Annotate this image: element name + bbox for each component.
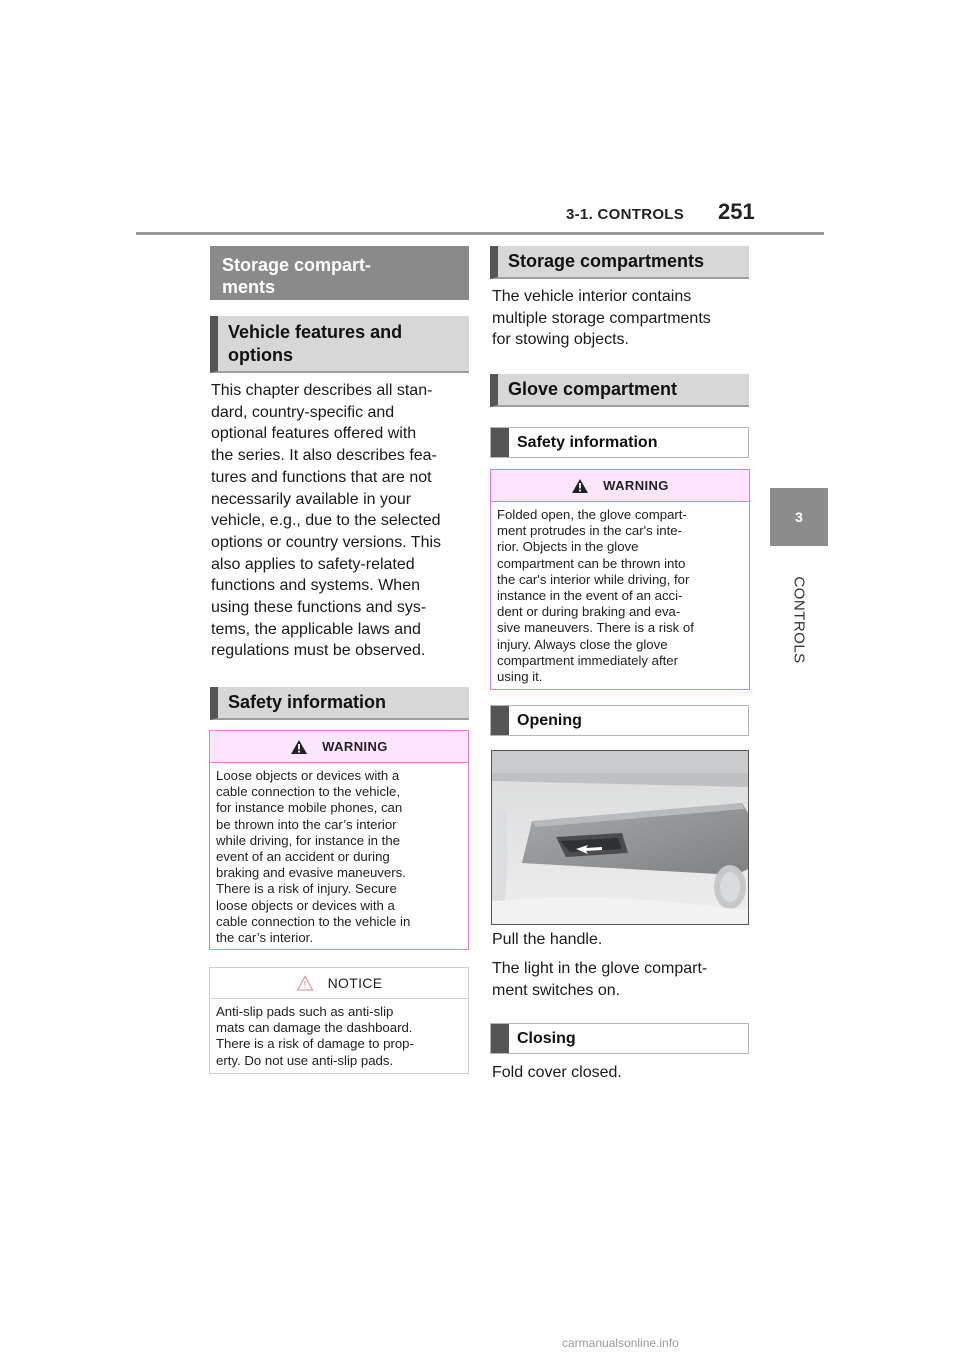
opening-subheading-text: Opening <box>517 712 582 729</box>
warning-triangle-icon <box>571 478 589 494</box>
warning-label: WARNING <box>322 739 388 754</box>
safety-information-heading: Safety information <box>210 687 469 720</box>
glove-compartment-illustration <box>492 751 748 924</box>
notice-header <box>210 968 468 999</box>
warning-header <box>210 731 468 763</box>
chapter-label-container <box>766 560 832 680</box>
chapter-number: 3 <box>795 509 803 525</box>
safety-subheading-text: Safety information <box>517 434 658 451</box>
storage-compartments-text: The vehicle interior contains multiple storage compartments for stowing objects. <box>492 288 711 349</box>
closing-instruction: Fold cover closed. <box>492 1064 622 1081</box>
chapter-label: CONTROLS <box>790 576 808 664</box>
page-number: 251 <box>718 199 755 224</box>
warning-triangle-icon <box>290 739 308 755</box>
section-title: 3-1. CONTROLS <box>566 206 685 223</box>
subheading-marker <box>491 1024 509 1053</box>
glove-compartment-heading: Glove compartment <box>490 374 749 407</box>
opening-subheading <box>490 705 749 736</box>
notice-text: Anti-slip pads such as anti-slip mats can damage the dashboard. There is a risk of damage to prop- erty. Do not use anti-slip pads. <box>216 1004 414 1068</box>
warning-text: Folded open, the glove compart- ment protrudes in the car's inte- rior. Objects in the glove compartment can be thrown into the car's interior while driving, for instance in the event of an acci- dent or during braking and eva- sive maneuvers. There is a risk of injury. Always close the glove compartment immediately after using it. <box>497 507 694 685</box>
glove-compartment-photo <box>491 750 749 925</box>
warning-header <box>491 470 749 502</box>
warning-label: WARNING <box>603 478 669 493</box>
vehicle-features-text: This chapter describes all stan- dard, country-specific and optional features offered with the series. It also describes fea- tures and functions that are not necessarily available in your vehicle, e.g., due to the selected options or country versions. This also applies to safety-related functions and systems. When using these functions and sys- tems, the applicable laws and regulations must be observed. <box>211 382 442 660</box>
warning-text: Loose objects or devices with a cable connection to the vehicle, for instance mobile phones, can be thrown into the car’s interior while driving, for instance in the event of an accident or during braking and evasive maneuvers. There is a risk of injury. Secure loose objects or devices with a cable connection to the vehicle in the car’s interior. <box>216 768 411 946</box>
opening-light-text: The light in the glove compart- ment switches on. <box>492 960 708 999</box>
watermark: carmanualsonline.info <box>562 1336 679 1350</box>
closing-subheading <box>490 1023 749 1054</box>
warning-box-loose-objects <box>209 730 469 950</box>
subheading-marker <box>491 428 509 457</box>
opening-instruction: Pull the handle. <box>492 931 603 948</box>
safety-information-subheading <box>490 427 749 458</box>
notice-label: NOTICE <box>327 975 383 991</box>
vehicle-features-heading: Vehicle features and options <box>210 316 469 373</box>
storage-compartments-heading: Storage compartments <box>490 246 749 279</box>
subheading-marker <box>491 706 509 735</box>
header-divider <box>136 232 824 235</box>
warning-box-glove-compartment <box>490 469 750 690</box>
notice-box-anti-slip <box>209 967 469 1074</box>
notice-triangle-icon <box>296 975 314 991</box>
chapter-tab[interactable] <box>770 488 828 546</box>
storage-compartments-main-heading: Storage compart- ments <box>210 246 469 300</box>
closing-subheading-text: Closing <box>517 1030 576 1047</box>
